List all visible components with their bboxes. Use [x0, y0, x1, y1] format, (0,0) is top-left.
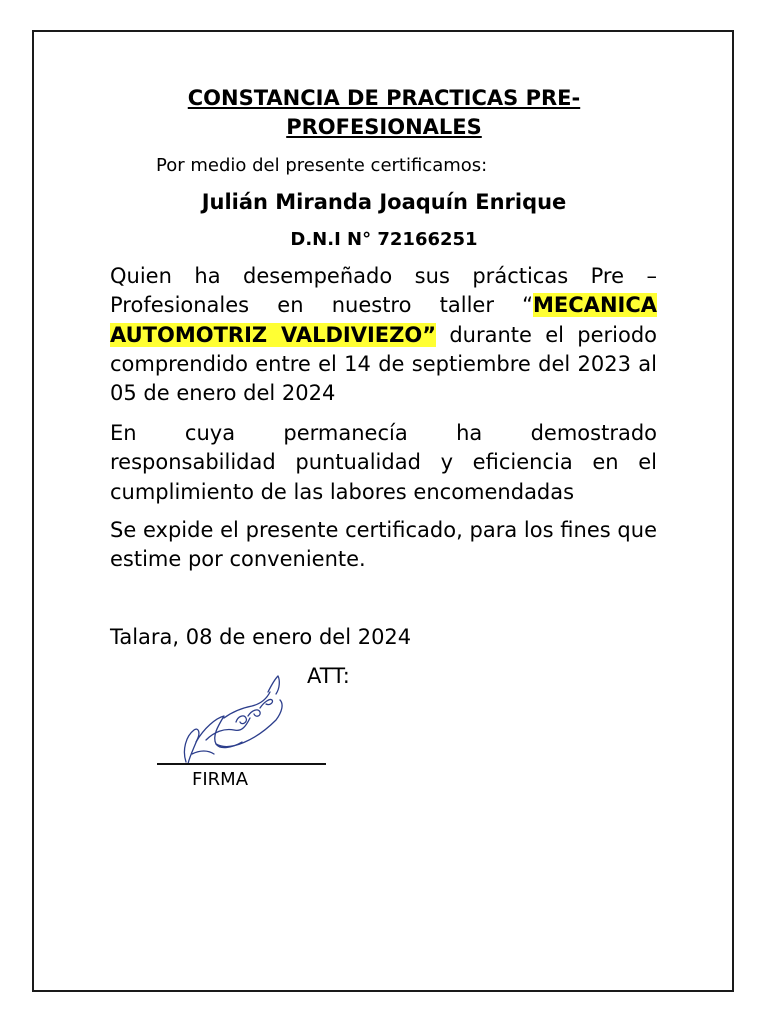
document-title — [110, 84, 658, 142]
paragraph-practice-period — [110, 262, 657, 408]
recipient-name: Julián Miranda Joaquín Enrique — [201, 190, 567, 214]
title-line-2: PROFESIONALES — [286, 115, 482, 139]
paragraph-issuance: Se expide el presente certificado, para los fines que estime por conveniente. — [110, 518, 657, 572]
signature-caption: FIRMA — [192, 769, 249, 790]
handwritten-signature-icon — [176, 670, 286, 770]
paragraph-practice-before: Quien ha desempeñado sus prácticas Pre – Profesionales en nuestro taller “ — [110, 264, 657, 318]
place-and-date: Talara, 08 de enero del 2024 — [110, 625, 412, 649]
title-line-1: CONSTANCIA DE PRACTICAS PRE- — [187, 86, 581, 110]
paragraph-performance: En cuya permanecía ha demostrado responsabilidad puntualidad y eficiencia en el cumplimiento de las labores encomendadas — [110, 421, 657, 504]
workshop-name-highlight: MECANICA AUTOMOTRIZ VALDIVIEZO” — [110, 293, 657, 347]
recipient-dni: D.N.I N° 72166251 — [290, 229, 478, 250]
att-label: ATT: — [307, 664, 350, 688]
paragraph-practice-after: durante el periodo comprendido entre el 14 de septiembre del 2023 al 05 de enero del 2024 — [110, 322, 657, 406]
intro-text: Por medio del presente certificamos: — [156, 155, 488, 176]
signature-line — [157, 763, 326, 765]
